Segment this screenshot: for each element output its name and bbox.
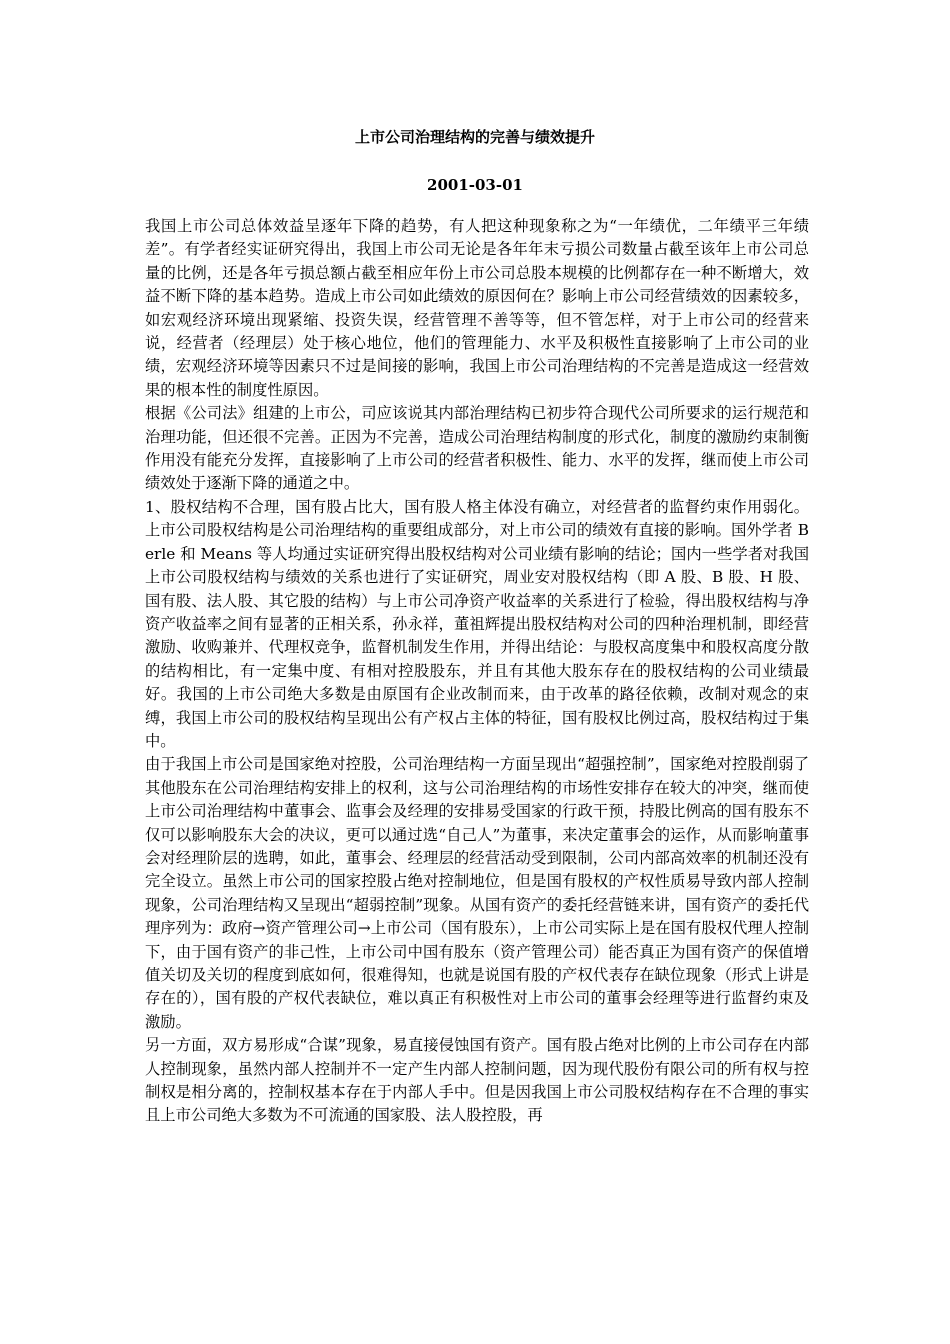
paragraph-3: 1、股权结构不合理，国有股占比大，国有股人格主体没有确立，对经营者的监督约束作用弱化。上市公司股权结构是公司治理结构的重要组成部分，对上市公司的绩效有直接的影响。国外学者 Berle 和 Means 等人均通过实证研究得出股权结构对公司业绩有影响的结论；国内一些学者对我国上市公司股权结构与绩效的关系也进行了实证研究，周业安对股权结构（即 A 股、B 股、H 股、国有股、法人股、其它股的结构）与上市公司净资产收益率的关系进行了检验，得出股权结构与净资产收益率之间有显著的正相关系，孙永祥，董祖辉提出股权结构对公司的四种治理机制，即经营激励、收购兼并、代理权竞争，监督机制发生作用，并得出结论：与股权高度集中和股权高度分散的结构相比，有一定集中度、有相对控股股东，并且有其他大股东存在的股权结构的公司业绩最好。我国的上市公司绝大多数是由原国有企业改制而来，由于改革的路径依赖，改制对观念的束缚，我国上市公司的股权结构呈现出公有产权占主体的特征，国有股权比例过高，股权结构过于集中。 bbox=[145, 497, 809, 750]
document-body bbox=[145, 215, 809, 1128]
document-title: 上市公司治理结构的完善与绩效提升 bbox=[354, 128, 595, 146]
paragraph-4: 由于我国上市公司是国家绝对控股，公司治理结构一方面呈现出“超强控制”，国家绝对控股削弱了其他股东在公司治理结构安排上的权利，这与公司治理结构的市场性安排存在较大的冲突，继而使上市公司治理结构中董事会、监事会及经理的安排易受国家的行政干预，持股比例高的国有股东不仅可以影响股东大会的决议，更可以通过选“自己人”为董事，来决定董事会的运作，从而影响董事会对经理阶层的选聘，如此，董事会、经理层的经营活动受到限制，公司内部高效率的机制还没有完全设立。虽然上市公司的国家控股占绝对控制地位，但是国有股权的产权性质易导致内部人控制现象，公司治理结构又呈现出“超弱控制”现象。从国有资产的委托经营链来讲，国有资产的委托代理序列为：政府→资产管理公司→上市公司（国有股东），上市公司实际上是在国有股权代理人控制下，由于国有资产的非己性，上市公司中国有股东（资产管理公司）能否真正为国有资产的保值增值关切及关切的程度到底如何，很难得知，也就是说国有股的产权代表存在缺位现象（形式上讲是存在的），国有股的产权代表缺位，难以真正有积极性对上市公司的董事会经理等进行监督约束及激励。 bbox=[145, 755, 809, 1031]
paragraph-5: 另一方面，双方易形成“合谋”现象，易直接侵蚀国有资产。国有股占绝对比例的上市公司存在内部人控制现象，虽然内部人控制并不一定产生内部人控制问题，因为现代股份有限公司的所有权与控制权是相分离的，控制权基本存在于内部人手中。但是因我国上市公司股权结构存在不合理的事实且上市公司绝大多数为不可流通的国家股、法人股控股，再 bbox=[145, 1036, 809, 1125]
paragraph-2: 根据《公司法》组建的上市公，司应该说其内部治理结构已初步符合现代公司所要求的运行规范和治理功能，但还很不完善。正因为不完善，造成公司治理结构制度的形式化，制度的激励约束制衡作用没有能充分发挥，直接影响了上市公司的经营者积极性、能力、水平的发挥，继而使上市公司绩效处于逐渐下降的通道之中。 bbox=[145, 404, 809, 493]
document-date: 2001-03-01 bbox=[427, 176, 523, 194]
paragraph-1: 我国上市公司总体效益呈逐年下降的趋势，有人把这种现象称之为“一年绩优，二年绩平三年绩差”。有学者经实证研究得出，我国上市公司无论是各年年末亏损公司数量占截至该年上市公司总量的比例，还是各年亏损总额占截至相应年份上市公司总股本规模的比例都存在一种不断增大，效益不断下降的基本趋势。造成上市公司如此绩效的原因何在？影响上市公司经营绩效的因素较多，如宏观经济环境出现紧缩、投资失误，经营管理不善等等，但不管怎样，对于上市公司的经营来说，经营者（经理层）处于核心地位，他们的管理能力、水平及积极性直接影响了上市公司的业绩，宏观经济环境等因素只不过是间接的影响，我国上市公司治理结构的不完善是造成这一经营效果的根本性的制度性原因。 bbox=[145, 217, 809, 399]
